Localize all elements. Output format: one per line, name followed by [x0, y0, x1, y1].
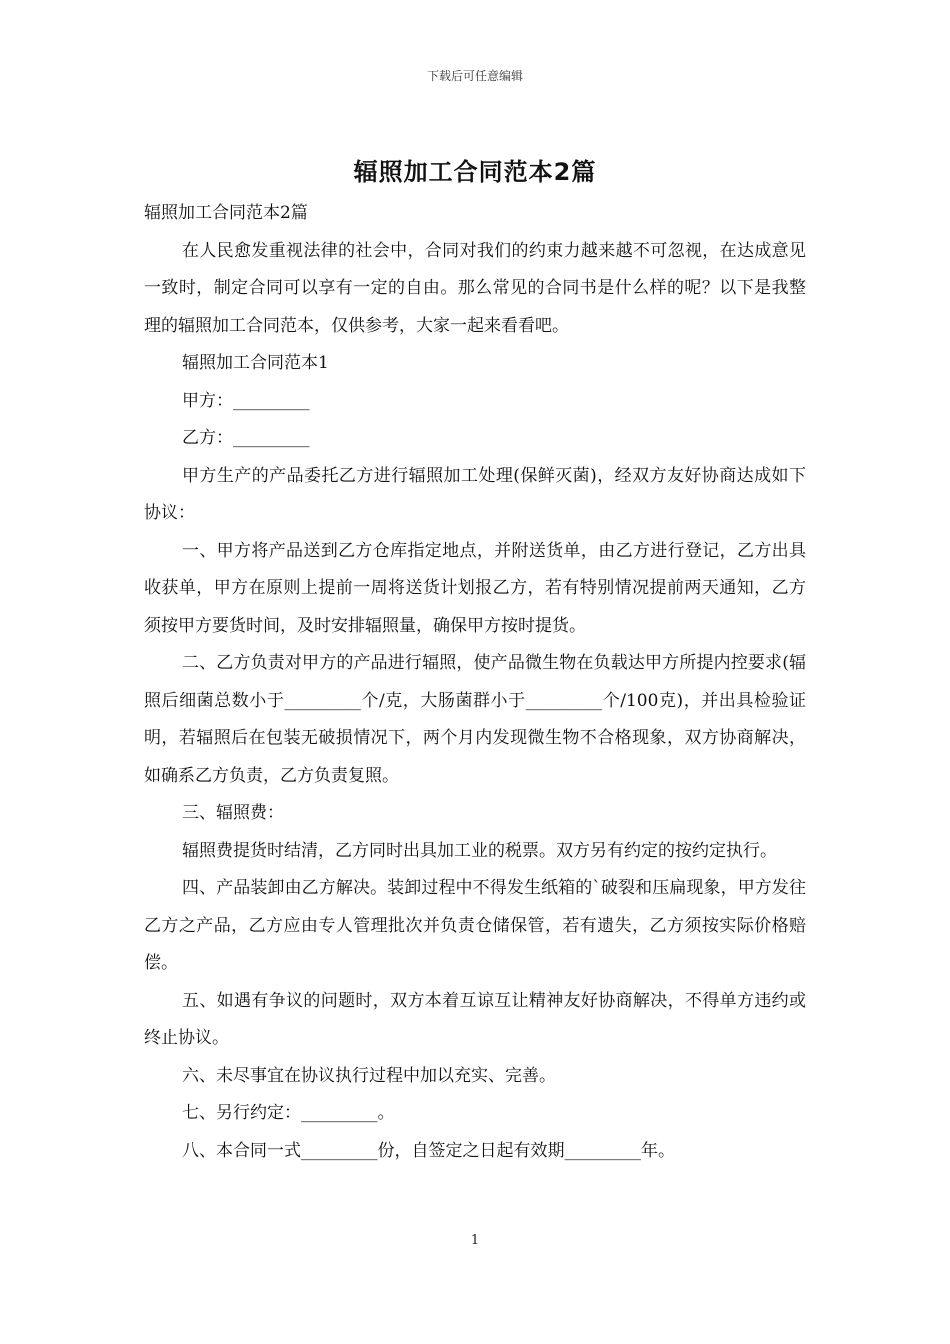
paragraph-clause-1: 一、甲方将产品送到乙方仓库指定地点，并附送货单，由乙方进行登记，乙方出具收获单，甲方在原则上提前一周将送货计划报乙方，若有特别情况提前两天通知，乙方须按甲方要货时间，及时安排辐照量，确保甲方按时提货。	[144, 540, 806, 636]
paragraph-clause-8: 八、本合同一式_________份，自签定之日起有效期_________年。	[182, 1140, 675, 1161]
paragraph-clause-4: 四、产品装卸由乙方解决。装卸过程中不得发生纸箱的`破裂和压扁现象，甲方发往乙方之产品，乙方应由专人管理批次并负责仓储保管，若有遗失，乙方须按实际价格赔偿。	[144, 878, 806, 973]
paragraph-clause-5: 五、如遇有争议的问题时，双方本着互谅互让精神友好协商解决，不得单方违约或终止协议。	[144, 990, 806, 1048]
paragraph-preamble: 甲方生产的产品委托乙方进行辐照加工处理(保鲜灭菌)，经双方友好协商达成如下协议：	[144, 465, 806, 523]
paragraph-clause-7: 七、另行约定：_________。	[182, 1103, 395, 1123]
paragraph-section-heading: 辐照加工合同范本1	[182, 353, 329, 373]
paragraph-clause-3-body: 辐照费提货时结清，乙方同时出具加工业的税票。双方另有约定的按约定执行。	[182, 840, 777, 861]
paragraph-clause-2: 二、乙方负责对甲方的产品进行辐照，使产品微生物在负载达甲方所提内控要求(辐照后细菌总数小于_________个/克，大肠菌群小于_________个/100克)，并出具检验证明，若辐照后在包装无破损情况下，两个月内发现微生物不合格现象，双方协商解决，如确系乙方负责，乙方负责复照。	[144, 653, 806, 786]
paragraph-subtitle: 辐照加工合同范本2篇	[144, 203, 308, 223]
paragraph-clause-3-heading: 三、辐照费：	[182, 803, 284, 823]
document-body	[144, 195, 806, 1170]
paragraph-party-a: 甲方：_________	[182, 390, 310, 411]
paragraph-intro: 在人民愈发重视法律的社会中，合同对我们的约束力越来越不可忽视，在达成意见一致时，制定合同可以享有一定的自由。那么常见的合同书是什么样的呢？以下是我整理的辐照加工合同范本，仅供参考，大家一起来看看吧。	[144, 240, 806, 336]
paragraph-clause-6: 六、未尽事宜在协议执行过程中加以充实、完善。	[182, 1065, 556, 1086]
page-number: 1	[470, 1233, 480, 1248]
paragraph-party-b: 乙方：_________	[182, 428, 310, 448]
document-title: 辐照加工合同范本2篇	[353, 158, 597, 186]
header-note: 下载后可任意编辑	[426, 69, 523, 83]
